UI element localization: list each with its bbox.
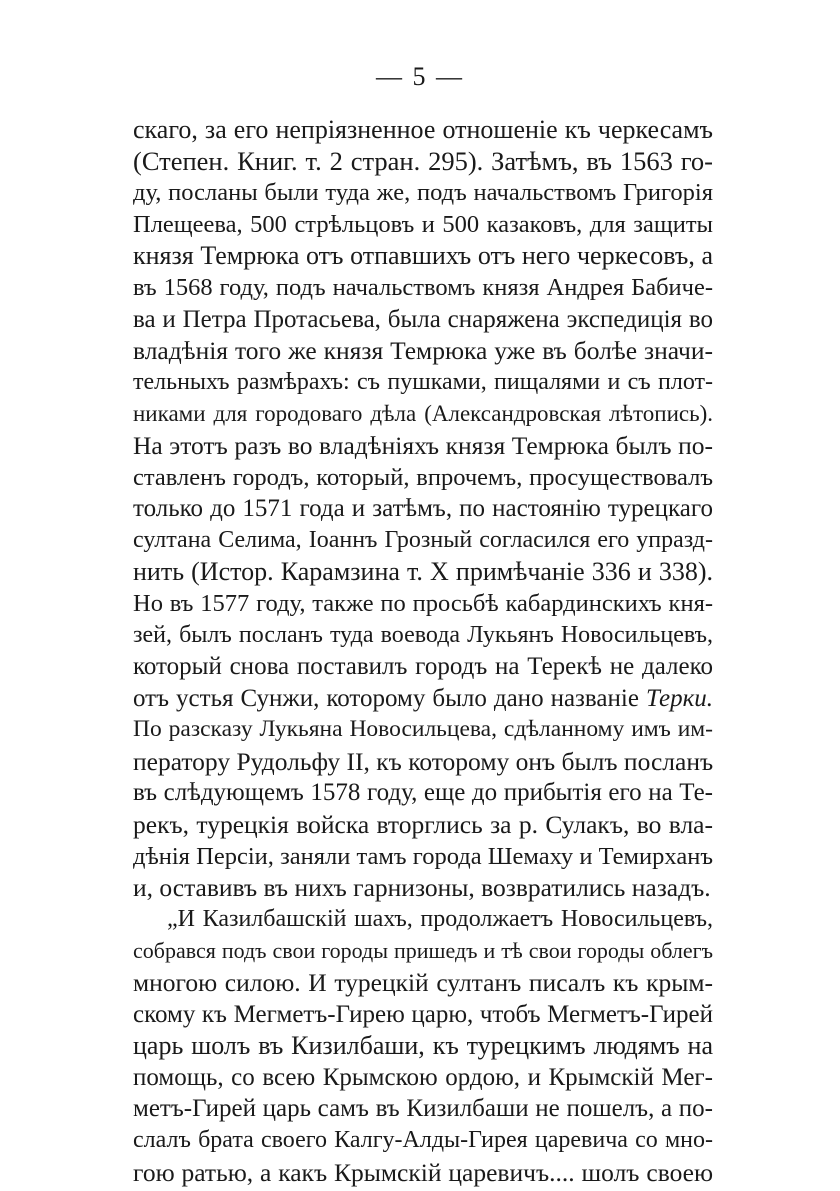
- text-line: Плещеева, 500 стрѣльцовъ и 500 казаковъ, для защиты: [133, 210, 713, 238]
- text-line: только до 1571 года и затѣмъ, по настоянію турецкаго: [133, 495, 713, 523]
- text-line: гою ратью, а какъ Крымскій царевичъ.... шолъ своею: [133, 1157, 713, 1187]
- text-line: владѣнія того же князя Темрюка уже въ болѣе значи-: [133, 336, 713, 366]
- text-line: ду, посланы были туда же, подъ начальствомъ Григорія: [133, 179, 713, 207]
- text-line: По разсказу Лукьяна Новосильцева, сдѣланному имъ им-: [133, 716, 713, 743]
- text-line: слалъ брата своего Калгу-Алды-Гирея царевича со мно-: [133, 1127, 713, 1153]
- italic-place-name: Терки.: [645, 684, 714, 712]
- text-line: нить (Истор. Карамзина т. X примѣчаніе 336 и 338).: [133, 557, 713, 587]
- text-line: скому къ Мегметъ-Гирею царю, чтобъ Мегметъ-Гирей: [133, 1000, 713, 1028]
- text-line: царь шолъ въ Кизилбаши, къ турецкимъ людямъ на: [133, 1031, 713, 1061]
- text-line: метъ-Гирей царь самъ въ Кизилбаши не пошелъ, а по-: [133, 1095, 713, 1123]
- text-line: ператору Рудольфу II, къ которому онъ былъ посланъ: [133, 746, 714, 776]
- text-line: въ 1568 году, подъ начальствомъ князя Андрея Бабиче-: [133, 273, 713, 301]
- text-line: дѣнія Персіи, заняли тамъ города Шемаху и Темирханъ: [133, 842, 713, 870]
- text-line: скаго, за его непріязненное отношеніе къ черкесамъ: [133, 115, 713, 144]
- text-segment: отъ устья Сунжи, которому было дано названіе: [133, 684, 639, 712]
- text-line: тельныхъ размѣрахъ: съ пушками, пищалями и съ плот-: [133, 368, 713, 395]
- text-line: въ слѣдующемъ 1578 году, еще до прибытія его на Те-: [133, 779, 713, 807]
- text-line: Но въ 1577 году, также по просьбѣ кабардинскихъ кня-: [133, 589, 713, 617]
- text-line: султана Селима, Іоаннъ Грозный согласился его упразд-: [133, 526, 713, 553]
- text-line: ва и Петра Протасьева, была снаряжена экспедиція во: [133, 305, 713, 333]
- text-line: рекъ, турецкія войска вторглись за р. Сулакъ, во вла-: [133, 810, 713, 840]
- text-line-with-italic: [133, 683, 713, 715]
- text-line: „И Казилбашскій шахъ, продолжаетъ Новосильцевъ,: [167, 905, 713, 932]
- page-number: — 5 —: [376, 62, 464, 91]
- text-line: никами для городоваго дѣла (Александровская лѣтопись).: [133, 401, 713, 427]
- text-line: помощь, со всею Крымскою ордою, и Крымскій Мег-: [133, 1063, 713, 1091]
- text-line: который снова поставилъ городъ на Терекѣ не далеко: [133, 653, 713, 681]
- text-line: На этотъ разъ во владѣніяхъ князя Темрюка былъ по-: [133, 430, 713, 460]
- text-line: зей, былъ посланъ туда воевода Лукьянъ Новосильцевъ,: [133, 621, 713, 648]
- body-text: [133, 114, 713, 1188]
- text-line: (Степен. Книг. т. 2 стран. 295). Затѣмъ, въ 1563 го-: [133, 145, 713, 176]
- text-line: многою силою. И турецкій султанъ писалъ къ крым-: [133, 968, 713, 998]
- text-line: и, оставивъ въ нихъ гарнизоны, возвратились назадъ.: [133, 873, 711, 903]
- text-line: князя Темрюка отъ отпавшихъ отъ него черкесовъ, а: [133, 241, 713, 271]
- text-line: собрався подъ свои городы пришедъ и тѣ свои городы облегъ: [133, 938, 713, 964]
- text-line: ставленъ городъ, который, впрочемъ, просуществовалъ: [133, 463, 713, 491]
